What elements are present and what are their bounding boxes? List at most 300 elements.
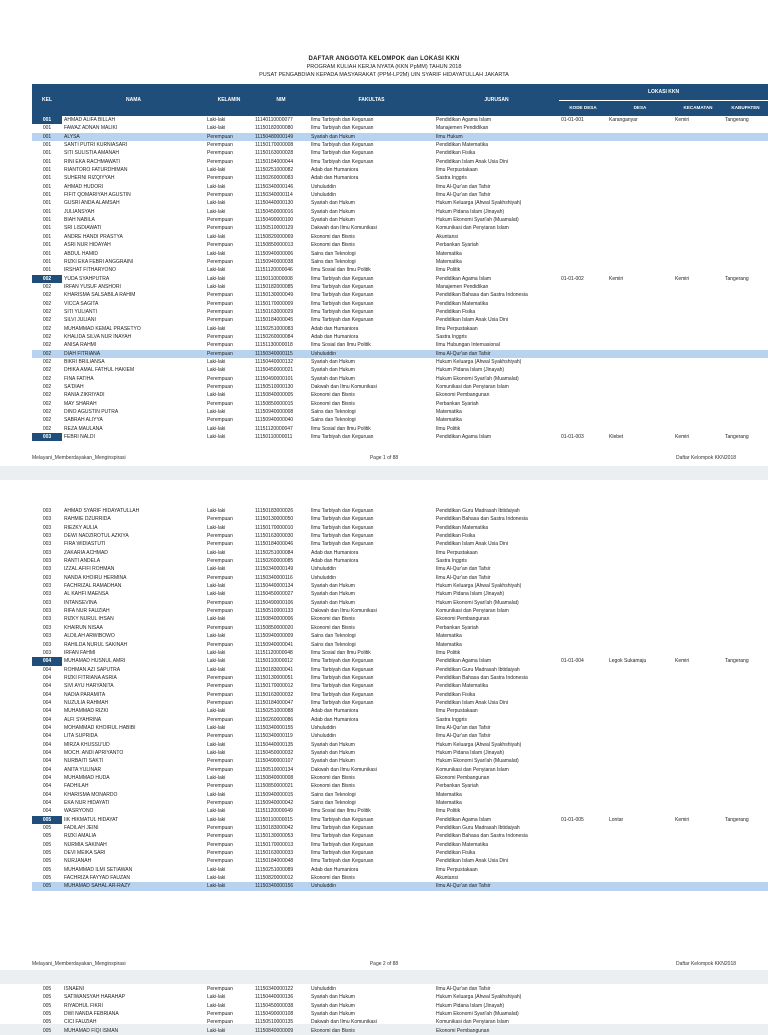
cell-kecamatan xyxy=(673,832,723,840)
cell-nama: DIAH FITRIANA xyxy=(62,350,205,358)
cell-nama: SATIWANSYAH HARAHAP xyxy=(64,994,126,1001)
cell-desa xyxy=(607,250,673,258)
cell-desa: Kemiri xyxy=(609,275,624,282)
cell-nama: JULIANSYAH xyxy=(64,208,95,215)
cell-kel: 004 xyxy=(42,666,52,673)
cell-kode-desa xyxy=(559,632,607,640)
cell-kode-desa xyxy=(559,590,607,598)
cell-kode-desa xyxy=(559,857,607,865)
cell-kel: 001 xyxy=(42,250,52,257)
cell-nama: RIZKY NURUL IHSAN xyxy=(64,616,114,623)
cell-kecamatan xyxy=(673,1010,723,1018)
cell-desa xyxy=(607,149,673,157)
cell-kelamin: Laki-laki xyxy=(207,367,226,374)
cell-kabupaten xyxy=(723,325,768,333)
cell-fakultas: Ekonomi dan Bisnis xyxy=(311,616,355,623)
cell-kode-desa xyxy=(559,882,607,890)
cell-kode-desa xyxy=(559,841,607,849)
cell-kabupaten xyxy=(723,283,768,291)
cell-nim: 11150490000108 xyxy=(255,1011,294,1018)
cell-fakultas: Ekonomi dan Bisnis xyxy=(311,242,355,249)
cell-kel: 005 xyxy=(42,1002,52,1009)
cell-kelamin: Laki-laki xyxy=(207,267,226,274)
table-row xyxy=(32,1018,768,1026)
cell-nim: 11150110000012 xyxy=(255,658,293,665)
cell-jurusan: Pendidikan Bahasa dan Sastra Indonesia xyxy=(436,674,528,681)
table-row xyxy=(32,191,768,199)
cell-jurusan: Pendidikan Agama Islam xyxy=(436,434,492,441)
cell-kode-desa xyxy=(559,599,607,607)
cell-nim: 11150110000008 xyxy=(255,275,293,282)
cell-desa xyxy=(607,666,673,674)
cell-nama: MUHAMMAD HUDA xyxy=(64,775,110,781)
cell-kelamin: Laki-laki xyxy=(207,566,226,573)
cell-kel: 002 xyxy=(42,425,52,432)
cell-kode-desa xyxy=(559,549,607,557)
cell-desa xyxy=(607,1018,673,1026)
cell-kabupaten: Tangerang xyxy=(725,117,749,123)
cell-kecamatan xyxy=(673,699,723,707)
cell-fakultas: Ilmu Tarbiyah dan Keguruan xyxy=(311,317,374,324)
cell-kelamin: Laki-laki xyxy=(207,392,226,399)
cell-fakultas: Adab dan Humaniora xyxy=(311,175,359,182)
cell-desa xyxy=(607,507,673,515)
cell-kel: 002 xyxy=(42,375,52,382)
cell-jurusan: Pendidikan Islam Anak Usia Dini xyxy=(436,317,508,324)
cell-desa xyxy=(607,724,673,732)
cell-kode-desa: 01-01-005 xyxy=(561,816,584,823)
cell-kelamin: Laki-laki xyxy=(207,708,226,715)
table-row xyxy=(32,400,768,408)
cell-kel: 003 xyxy=(42,508,52,514)
cell-kelamin: Perempuan xyxy=(207,608,233,615)
cell-jurusan: Hukum Keluarga (Ahwal Syakhshiyah) xyxy=(436,358,522,365)
cell-fakultas: Ilmu Tarbiyah dan Keguruan xyxy=(311,666,374,673)
cell-kel: 003 xyxy=(42,608,52,615)
cell-kode-desa xyxy=(559,799,607,807)
cell-kelamin: Perempuan xyxy=(207,158,233,165)
cell-kecamatan xyxy=(673,782,723,790)
cell-fakultas: Ekonomi dan Bisnis xyxy=(311,1027,355,1034)
cell-kode-desa xyxy=(559,532,607,540)
cell-kecamatan xyxy=(673,133,723,141)
table-row xyxy=(32,682,768,690)
cell-kel: 002 xyxy=(42,283,52,290)
cell-kelamin: Perempuan xyxy=(207,624,233,631)
cell-kabupaten xyxy=(723,366,768,374)
cell-nim: 11150820000069 xyxy=(255,233,294,240)
cell-fakultas: Ilmu Tarbiyah dan Keguruan xyxy=(311,816,374,823)
cell-nim: 11150940000042 xyxy=(255,800,294,807)
cell-kode-desa xyxy=(559,291,607,299)
cell-fakultas: Ekonomi dan Bisnis xyxy=(311,775,355,781)
table-row xyxy=(32,766,768,774)
table-row xyxy=(32,358,768,366)
cell-kel: 004 xyxy=(42,791,52,798)
cell-nama: SA'DIAH xyxy=(64,384,84,390)
cell-jurusan: Matematika xyxy=(436,258,462,265)
cell-kecamatan xyxy=(673,866,723,874)
cell-kel: 004 xyxy=(42,741,52,748)
table-row xyxy=(32,133,768,141)
col-header-jurusan: JURUSAN xyxy=(434,84,559,116)
cell-kode-desa xyxy=(559,607,607,615)
cell-kode-desa xyxy=(559,308,607,316)
cell-kode-desa xyxy=(559,716,607,724)
cell-kecamatan xyxy=(673,149,723,157)
cell-jurusan: Pendidikan Guru Madrasah Ibtidaiyah xyxy=(436,508,520,514)
cell-desa xyxy=(607,300,673,308)
cell-fakultas: Ilmu Tarbiyah dan Keguruan xyxy=(311,150,374,157)
table-row xyxy=(32,383,768,391)
cell-jurusan: Komunikasi dan Penyiaran Islam xyxy=(436,384,509,390)
cell-jurusan: Matematika xyxy=(436,417,462,424)
table-row xyxy=(32,266,768,274)
cell-nama: SANTI PUTRI KURNIASARI xyxy=(64,142,128,149)
table-row xyxy=(32,657,768,665)
cell-nim: 11150163000029 xyxy=(255,308,294,315)
cell-nama: ALDILAH ARWIBOWO xyxy=(64,633,115,640)
cell-kabupaten: Tangerang xyxy=(725,434,749,441)
cell-kabupaten xyxy=(723,549,768,557)
table-row xyxy=(32,258,768,266)
cell-jurusan: Pendidikan Bahasa dan Sastra Indonesia xyxy=(436,292,528,299)
cell-kode-desa xyxy=(559,241,607,249)
cell-fakultas: Syariah dan Hukum xyxy=(309,133,434,141)
cell-desa xyxy=(607,807,673,815)
cell-kelamin: Perempuan xyxy=(207,841,233,848)
cell-kel: 002 xyxy=(42,317,52,324)
cell-kode-desa xyxy=(559,133,607,141)
table-row xyxy=(32,799,768,807)
cell-kode-desa xyxy=(559,375,607,383)
cell-kode-desa xyxy=(559,582,607,590)
cell-kecamatan xyxy=(673,216,723,224)
document-page-1 xyxy=(0,0,768,466)
cell-desa xyxy=(607,682,673,690)
cell-nim: 11150490000100 xyxy=(255,217,294,224)
cell-desa xyxy=(607,191,673,199)
cell-kel: 002 xyxy=(32,350,62,358)
cell-jurusan: Akuntansi xyxy=(436,233,458,240)
cell-jurusan: Matematika xyxy=(436,800,462,807)
cell-jurusan: Ilmu Al-Qur'an dan Tafsir xyxy=(436,183,491,190)
cell-kabupaten xyxy=(723,191,768,199)
cell-kelamin: Perempuan xyxy=(207,300,233,307)
cell-kode-desa xyxy=(559,824,607,832)
cell-kel: 001 xyxy=(42,225,52,232)
cell-nim: 11150130000053 xyxy=(255,833,294,840)
cell-kel: 001 xyxy=(42,208,52,215)
cell-jurusan: Pendidikan Matematika xyxy=(436,142,488,149)
cell-jurusan: Komunikasi dan Penyiaran Islam xyxy=(436,766,509,773)
cell-desa xyxy=(607,515,673,523)
table-row xyxy=(32,316,768,324)
table-row xyxy=(32,993,768,1001)
cell-fakultas: Syariah dan Hukum xyxy=(311,741,355,748)
cell-nim: 11150340000146 xyxy=(255,183,294,190)
cell-kelamin: Laki-laki xyxy=(207,275,226,282)
cell-nama: RAHILDA NURUL SAKINAH xyxy=(64,641,128,648)
cell-kabupaten xyxy=(723,266,768,274)
cell-jurusan: Ilmu Al-Qur'an dan Tafsir xyxy=(436,733,491,740)
table-row xyxy=(32,532,768,540)
cell-kel: 004 xyxy=(42,758,52,765)
cell-kecamatan xyxy=(673,141,723,149)
cell-kecamatan xyxy=(673,574,723,582)
cell-nim: 11150183000041 xyxy=(255,666,294,673)
cell-fakultas: Adab dan Humaniora xyxy=(311,549,359,556)
cell-jurusan: Hukum Pidana Islam (Jinayah) xyxy=(436,1002,505,1009)
cell-fakultas: Ilmu Sosial dan Ilmu Politik xyxy=(311,425,371,432)
cell-desa xyxy=(607,874,673,882)
cell-kecamatan xyxy=(673,749,723,757)
cell-desa xyxy=(607,425,673,433)
footer-motto: Melayani_Memberdayakan_Menginspirasi xyxy=(32,455,126,461)
table-row xyxy=(32,116,768,124)
cell-jurusan: Ilmu Politik xyxy=(436,425,461,432)
cell-nama: AHMAD SYARIF HIDAYATULLAH xyxy=(64,508,140,514)
cell-kabupaten xyxy=(723,749,768,757)
table-row xyxy=(32,308,768,316)
cell-kecamatan xyxy=(673,199,723,207)
table-row xyxy=(32,325,768,333)
cell-kode-desa xyxy=(559,993,607,1001)
cell-kecamatan xyxy=(673,358,723,366)
cell-jurusan: Ilmu Al-Qur'an dan Tafsir xyxy=(436,192,491,199)
cell-kecamatan xyxy=(673,333,723,341)
cell-kel: 005 xyxy=(42,986,52,992)
cell-nama: RANTI ANDELA xyxy=(64,558,101,565)
cell-fakultas: Syariah dan Hukum xyxy=(311,375,355,382)
cell-kelamin: Perempuan xyxy=(207,691,233,698)
cell-kabupaten xyxy=(723,1010,768,1018)
cell-desa xyxy=(607,857,673,865)
cell-kel: 005 xyxy=(42,825,52,832)
cell-kecamatan xyxy=(673,166,723,174)
table-row xyxy=(32,832,768,840)
cell-kecamatan: Kemiri xyxy=(675,117,690,123)
cell-desa xyxy=(607,849,673,857)
cell-kel: 003 xyxy=(42,549,52,556)
cell-kel: 004 xyxy=(42,716,52,723)
cell-nama: RINI EKA RACHMAWATI xyxy=(64,158,120,165)
cell-kecamatan xyxy=(673,841,723,849)
cell-nim: 11150450000027 xyxy=(255,591,294,598)
cell-kecamatan xyxy=(673,824,723,832)
cell-nim: 11150940000040 xyxy=(255,417,294,424)
cell-kelamin: Laki-laki xyxy=(207,724,226,731)
cell-kel: 004 xyxy=(42,674,52,681)
cell-desa xyxy=(607,691,673,699)
cell-nama: NURJANAH xyxy=(64,858,92,865)
cell-kabupaten xyxy=(723,565,768,573)
cell-kecamatan xyxy=(673,316,723,324)
cell-kecamatan xyxy=(673,283,723,291)
cell-kabupaten xyxy=(723,350,768,358)
cell-kel: 004 xyxy=(42,783,52,790)
cell-kecamatan xyxy=(673,241,723,249)
table-row xyxy=(32,666,768,674)
cell-desa xyxy=(607,216,673,224)
page-footer xyxy=(32,455,736,461)
cell-kecamatan xyxy=(673,383,723,391)
cell-fakultas: Syariah dan Hukum xyxy=(311,200,355,207)
cell-jurusan: Pendidikan Islam Anak Usia Dini xyxy=(436,699,508,706)
cell-kel: 001 xyxy=(32,116,62,124)
cell-kecamatan: Kemiri xyxy=(675,658,690,665)
cell-nim: 11150163000030 xyxy=(255,533,294,540)
cell-desa xyxy=(607,283,673,291)
cell-kelamin: Perempuan xyxy=(207,516,233,523)
cell-kecamatan xyxy=(673,590,723,598)
cell-kelamin: Perempuan xyxy=(207,384,233,390)
cell-kode-desa xyxy=(559,283,607,291)
table-row xyxy=(32,250,768,258)
cell-desa xyxy=(607,574,673,582)
table-row xyxy=(32,615,768,623)
cell-fakultas: Syariah dan Hukum xyxy=(311,591,355,598)
cell-nama: ZAKARIA ACHMAD xyxy=(64,549,108,556)
cell-kelamin: Perempuan xyxy=(207,333,233,340)
cell-desa xyxy=(607,366,673,374)
cell-kel: 004 xyxy=(42,691,52,698)
cell-nama: DINO AGUSTIN PUTRA xyxy=(64,409,119,416)
cell-kode-desa xyxy=(559,507,607,515)
table-row xyxy=(32,841,768,849)
table-row xyxy=(32,741,768,749)
cell-kecamatan xyxy=(673,1018,723,1026)
cell-kode-desa: 01-01-001 xyxy=(561,117,584,123)
cell-kode-desa xyxy=(559,408,607,416)
cell-nama: AL KAHFI MAENSA xyxy=(64,591,109,598)
cell-nim: 11150170000010 xyxy=(255,524,294,531)
cell-desa xyxy=(607,565,673,573)
table-row xyxy=(32,749,768,757)
cell-desa xyxy=(607,699,673,707)
cell-nim: 11150184000045 xyxy=(255,317,294,324)
cell-kabupaten xyxy=(723,782,768,790)
cell-desa xyxy=(607,325,673,333)
cell-nim: 11150184000048 xyxy=(255,858,294,865)
cell-kelamin: Laki-laki xyxy=(207,549,226,556)
cell-kel: 001 xyxy=(42,242,52,249)
cell-kabupaten xyxy=(723,632,768,640)
cell-fakultas: Ilmu Tarbiyah dan Keguruan xyxy=(311,691,374,698)
cell-kabupaten xyxy=(723,574,768,582)
cell-fakultas: Adab dan Humaniora xyxy=(311,866,359,873)
cell-desa xyxy=(607,993,673,1001)
cell-jurusan: Pendidikan Fisika xyxy=(436,533,476,540)
table-row xyxy=(32,782,768,790)
cell-jurusan: Ekonomi Pembangunan xyxy=(436,1027,490,1034)
cell-fakultas: Ilmu Tarbiyah dan Keguruan xyxy=(311,300,374,307)
cell-kelamin: Perempuan xyxy=(207,533,233,540)
table-row xyxy=(32,649,768,657)
cell-kode-desa xyxy=(559,757,607,765)
cell-kelamin: Laki-laki xyxy=(207,875,226,882)
cell-kecamatan xyxy=(673,682,723,690)
cell-fakultas: Ushuluddin xyxy=(311,566,337,573)
cell-kelamin: Laki-laki xyxy=(207,994,226,1001)
table-body xyxy=(32,985,768,1035)
cell-fakultas: Syariah dan Hukum xyxy=(311,208,355,215)
cell-nama: SITI YULIANTI xyxy=(64,308,97,315)
cell-desa xyxy=(607,258,673,266)
cell-nim: 11150490000107 xyxy=(255,758,294,765)
document-page-3 xyxy=(0,984,768,1034)
cell-kode-desa xyxy=(559,832,607,840)
cell-kecamatan xyxy=(673,674,723,682)
cell-kecamatan xyxy=(673,524,723,532)
cell-kecamatan xyxy=(673,716,723,724)
cell-kecamatan xyxy=(673,300,723,308)
table-row xyxy=(32,540,768,548)
table-row xyxy=(32,607,768,615)
cell-kabupaten xyxy=(723,341,768,349)
cell-kode-desa xyxy=(559,216,607,224)
cell-kecamatan xyxy=(673,375,723,383)
cell-nama: SABRAH ALIYYA xyxy=(64,417,103,424)
cell-nim: 11150440000136 xyxy=(255,994,294,1001)
table-row xyxy=(32,849,768,857)
cell-kode-desa xyxy=(559,866,607,874)
cell-kecamatan xyxy=(673,766,723,774)
cell-kelamin: Perempuan xyxy=(207,417,233,424)
table-row xyxy=(32,824,768,832)
cell-nama: MUHAMAD HUSNUL AMRI xyxy=(64,658,126,665)
cell-kel: 003 xyxy=(42,533,52,540)
cell-kel: 004 xyxy=(42,708,52,715)
cell-kabupaten xyxy=(723,124,768,132)
cell-nim: 11150440000132 xyxy=(255,358,294,365)
cell-fakultas: Ilmu Tarbiyah dan Keguruan xyxy=(311,699,374,706)
cell-kode-desa xyxy=(559,233,607,241)
cell-kel: 005 xyxy=(42,994,52,1001)
cell-nim: 11150340000116 xyxy=(255,574,293,581)
cell-kabupaten xyxy=(723,732,768,740)
cell-kelamin: Perempuan xyxy=(207,292,233,299)
cell-desa xyxy=(607,1027,673,1035)
cell-kelamin: Perempuan xyxy=(207,225,233,232)
cell-nama: SIVI AYU HARYANITA xyxy=(64,683,114,690)
col-header-kecamatan: KECAMATAN xyxy=(673,100,723,116)
cell-nim: 11150182000080 xyxy=(255,125,294,132)
cell-kode-desa xyxy=(559,674,607,682)
table-row xyxy=(32,408,768,416)
cell-jurusan: Komunikasi dan Penyiaran Islam xyxy=(436,1019,509,1026)
cell-kecamatan xyxy=(673,599,723,607)
cell-kelamin: Perempuan xyxy=(207,1019,233,1026)
table-row xyxy=(32,557,768,565)
table-row xyxy=(32,333,768,341)
cell-nama: IZZAL AFIFI ROHMAN xyxy=(64,566,115,573)
cell-desa xyxy=(607,557,673,565)
cell-jurusan: Hukum Keluarga (Ahwal Syakhshiyah) xyxy=(436,200,522,207)
cell-kode-desa xyxy=(559,325,607,333)
table-row xyxy=(32,183,768,191)
cell-kelamin: Perempuan xyxy=(207,150,233,157)
cell-nim: 11150260000084 xyxy=(255,333,294,340)
cell-fakultas: Ilmu Tarbiyah dan Keguruan xyxy=(311,308,374,315)
cell-jurusan: Ilmu Perpustakaan xyxy=(436,167,478,174)
table-row xyxy=(32,574,768,582)
cell-jurusan: Pendidikan Agama Islam xyxy=(436,275,492,282)
document-subtitle: PROGRAM KULIAH KERJA NYATA (KKN PpMM) TAHUN 2018 xyxy=(306,64,462,70)
cell-kelamin: Perempuan xyxy=(207,175,233,182)
cell-jurusan: Ilmu Al-Qur'an dan Tafsir xyxy=(434,882,559,890)
cell-kabupaten xyxy=(723,416,768,424)
